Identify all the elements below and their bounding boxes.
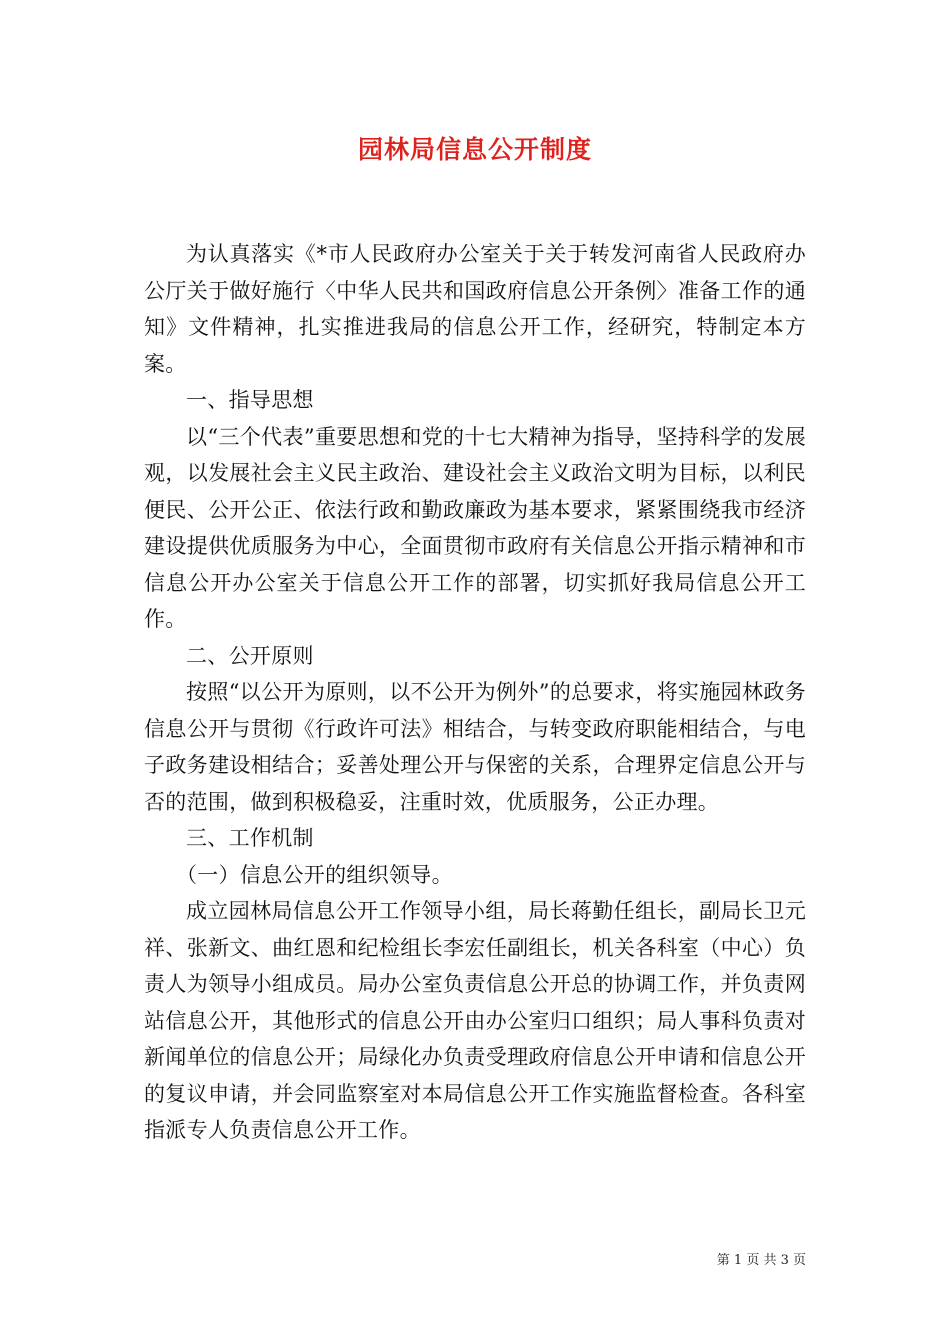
subsection-heading-organization: （一）信息公开的组织领导。 (176, 862, 453, 887)
organization-paragraph: 成立园林局信息公开工作领导小组，局长蒋勤任组长，副局长卫元祥、张新文、曲红恩和纪检组长李宏任副组长，机关各科室（中心）负责人为领导小组成员。局办公室负责信息公开总的协调工作，并负责网站信息公开，其他形式的信息公开由办公室归口组织；局人事科负责对新闻单位的信息公开；局绿化办负责受理政府信息公开申请和信息公开的复议申请，并会同监察室对本局信息公开工作实施监督检查。各科室指派专人负责信息公开工作。 (144, 899, 806, 1142)
section-heading-guiding-thought: 一、指导思想 (186, 388, 314, 412)
section-heading-disclosure-principle: 二、公开原则 (186, 643, 314, 668)
document-title: 园林局信息公开制度 (357, 135, 592, 164)
document-body (144, 236, 806, 1149)
section-heading-work-mechanism: 三、工作机制 (186, 826, 314, 850)
disclosure-principle-paragraph: 按照“以公开为原则，以不公开为例外”的总要求，将实施园林政务信息公开与贯彻《行政许可法》相结合，与转变政府职能相结合，与电子政务建设相结合；妥善处理公开与保密的关系，合理界定信息公开与否的范围，做到积极稳妥，注重时效，优质服务，公正办理。 (144, 680, 806, 814)
guiding-thought-paragraph: 以“三个代表”重要思想和党的十七大精神为指导，坚持科学的发展观，以发展社会主义民主政治、建设社会主义政治文明为目标，以利民便民、公开公正、依法行政和勤政廉政为基本要求，紧紧围绕我市经济建设提供优质服务为中心，全面贯彻市政府有关信息公开指示精神和市信息公开办公室关于信息公开工作的部署，切实抓好我局信息公开工作。 (144, 424, 806, 631)
page-number: 第 1 页 共 3 页 (716, 1253, 806, 1268)
intro-paragraph: 为认真落实《*市人民政府办公室关于关于转发河南省人民政府办公厅关于做好施行〈中华人民共和国政府信息公开条例〉准备工作的通知》文件精神，扎实推进我局的信息公开工作，经研究，特制定本方案。 (144, 242, 806, 376)
